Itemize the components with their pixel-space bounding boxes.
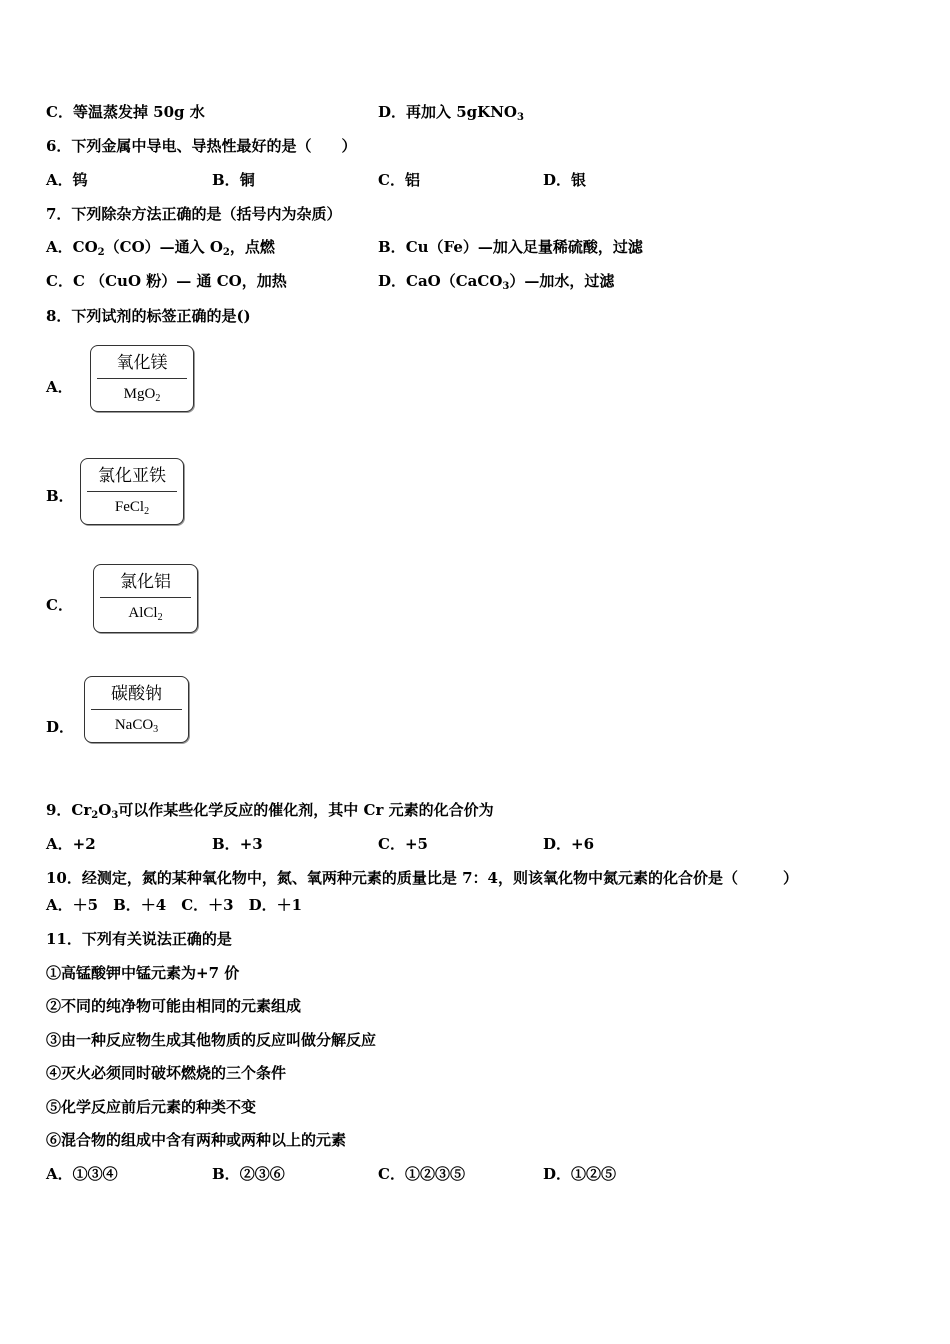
q11-item-4: ④灭火必须同时破坏燃烧的三个条件 xyxy=(46,1064,287,1082)
q7-option-c: C．C （CuO 粉）— 通 CO，加热 xyxy=(46,272,287,290)
q11-item-3: ③由一种反应物生成其他物质的反应叫做分解反应 xyxy=(46,1031,377,1049)
q7-option-d: D．CaO（CaCO$_3$）—加水，过滤 xyxy=(378,272,615,292)
reagent-formula: NaCO$_3$ xyxy=(114,717,159,735)
reagent-name: 氯化亚铁 xyxy=(87,463,177,492)
q10-options: A．＋5 B．＋4 C．＋3 D．＋1 xyxy=(46,896,303,914)
reagent-label-d xyxy=(84,676,189,743)
reagent-label-b xyxy=(80,458,184,525)
q8-option-c-letter: C． xyxy=(46,596,73,614)
q11-option-d: D．①②⑤ xyxy=(543,1165,617,1183)
q6-stem: 6．下列金属中导电、导热性最好的是（ ） xyxy=(46,137,357,155)
q5-option-c: C．等温蒸发掉 50g 水 xyxy=(46,103,205,121)
reagent-name: 氯化铝 xyxy=(100,569,191,598)
q8-stem: 8．下列试剂的标签正确的是() xyxy=(46,307,251,325)
q11-option-c: C．①②③⑤ xyxy=(378,1165,465,1183)
q7-option-b: B．Cu（Fe）—加入足量稀硫酸，过滤 xyxy=(378,238,643,256)
q10-stem: 10．经测定，氮的某种氧化物中，氮、氧两种元素的质量比是 7：4，则该氧化物中氮元素的化合价是（ ） xyxy=(46,869,798,887)
q11-item-5: ⑤化学反应前后元素的种类不变 xyxy=(46,1098,257,1116)
reagent-formula: AlCl$_2$ xyxy=(128,605,163,623)
q7-option-a: A．$CO_2(CO)—$通入 $O_2$，点燃 xyxy=(46,238,275,258)
reagent-label-a xyxy=(90,345,194,412)
q6-option-d: D．银 xyxy=(543,171,587,189)
q11-option-a: A．①③④ xyxy=(46,1165,118,1183)
q7-stem: 7．下列除杂方法正确的是（括号内为杂质） xyxy=(46,205,342,223)
q6-option-c: C．铝 xyxy=(378,171,420,189)
q11-item-1: ①高锰酸钾中锰元素为+7 价 xyxy=(46,964,240,982)
reagent-name: 氧化镁 xyxy=(97,350,187,379)
reagent-formula: MgO$_2$ xyxy=(123,386,161,404)
q9-option-a: A．+2 xyxy=(46,835,96,853)
q11-stem: 11．下列有关说法正确的是 xyxy=(46,930,232,948)
q11-item-6: ⑥混合物的组成中含有两种或两种以上的元素 xyxy=(46,1131,347,1149)
q5-option-d: D．再加入 5gKNO$_3$ xyxy=(378,103,524,123)
q8-option-d-letter: D． xyxy=(46,718,75,736)
reagent-formula: FeCl$_2$ xyxy=(114,499,150,517)
q9-option-d: D．+6 xyxy=(543,835,595,853)
q9-option-b: B．+3 xyxy=(212,835,263,853)
q6-option-a: A．钨 xyxy=(46,171,88,189)
q6-option-b: B．铜 xyxy=(212,171,255,189)
q8-option-a-letter: A． xyxy=(46,378,73,396)
reagent-name: 碳酸钠 xyxy=(91,681,182,710)
q9-stem: 9．$Cr_2O_3$可以作某些化学反应的催化剂，其中 Cr 元素的化合价为 xyxy=(46,801,494,821)
q11-option-b: B．②③⑥ xyxy=(212,1165,285,1183)
reagent-label-c xyxy=(93,564,198,633)
q11-item-2: ②不同的纯净物可能由相同的元素组成 xyxy=(46,997,302,1015)
q9-option-c: C．+5 xyxy=(378,835,428,853)
q8-option-b-letter: B． xyxy=(46,487,74,505)
